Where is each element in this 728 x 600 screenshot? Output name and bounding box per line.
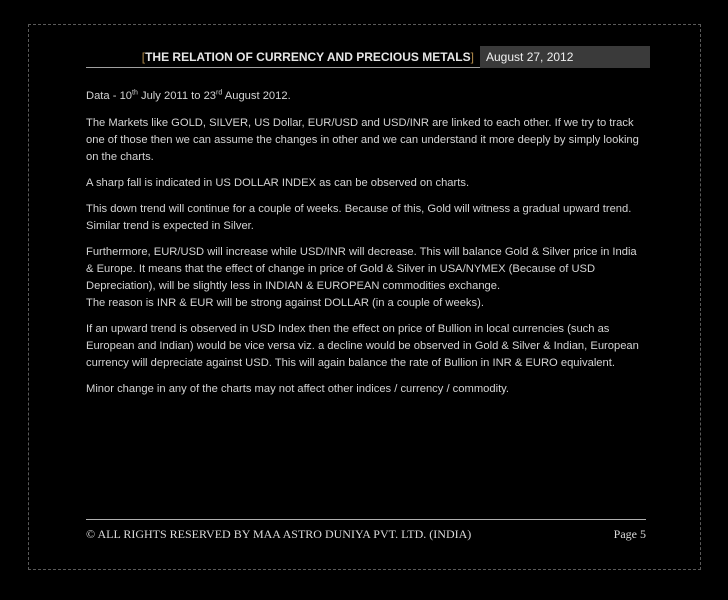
document-body <box>86 88 646 407</box>
data-prefix: Data - 10 <box>86 90 133 102</box>
page-number: Page 5 <box>613 527 646 541</box>
page-header <box>86 46 650 68</box>
paragraph-markets: The Markets like GOLD, SILVER, US Dollar, EUR/USD and USD/INR are linked to each other. If we try to track one of those then we can assume the changes in other and we can understand it more deeply by simply looking on the charts. <box>86 117 639 163</box>
furthermore-text: Furthermore, EUR/USD will increase while USD/INR will decrease. This will balance Gold & Silver price in India & Europe. It means that the effect of change in price of Gold & Silver in USA/NYMEX (Because of USD Depreciation), will be slightly less in INDIAN & EUROPEAN commodities exchange. <box>86 246 637 292</box>
header-title-text: THE RELATION OF CURRENCY AND PRECIOUS METALS <box>145 50 471 64</box>
paragraph-minor-change: Minor change in any of the charts may not affect other indices / currency / commodity. <box>86 383 510 395</box>
bracket-open: [ <box>141 50 146 64</box>
data-middle: July 2011 to 23 <box>137 90 217 102</box>
header-title <box>86 46 480 68</box>
data-range-line <box>86 88 646 105</box>
sup-th: th <box>132 89 138 97</box>
paragraph-upward-trend: If an upward trend is observed in USD Index then the effect on price of Bullion in local currencies (such as European and Indian) would be vice versa viz. a decline would be observed in Gold & Silver & Indian, European currency will depreciate against USD. This will again balance the rate of Bullion in INR & EURO equivalent. <box>86 323 639 369</box>
reason-text: The reason is INR & EUR will be strong against DOLLAR (in a couple of weeks). <box>86 297 484 309</box>
bracket-close: ] <box>470 50 474 64</box>
paragraph-furthermore <box>86 244 646 312</box>
data-suffix: August 2012. <box>222 90 291 102</box>
sup-rd: rd <box>216 89 223 97</box>
header-date: August 27, 2012 <box>480 46 650 68</box>
paragraph-down-trend: This down trend will continue for a couple of weeks. Because of this, Gold will witness a gradual upward trend. Similar trend is expected in Silver. <box>86 203 632 232</box>
paragraph-sharp-fall: A sharp fall is indicated in US DOLLAR INDEX as can be observed on charts. <box>86 177 470 189</box>
page-footer <box>86 519 646 542</box>
copyright-text: © ALL RIGHTS RESERVED BY MAA ASTRO DUNIYA PVT. LTD. (INDIA) <box>86 527 472 541</box>
